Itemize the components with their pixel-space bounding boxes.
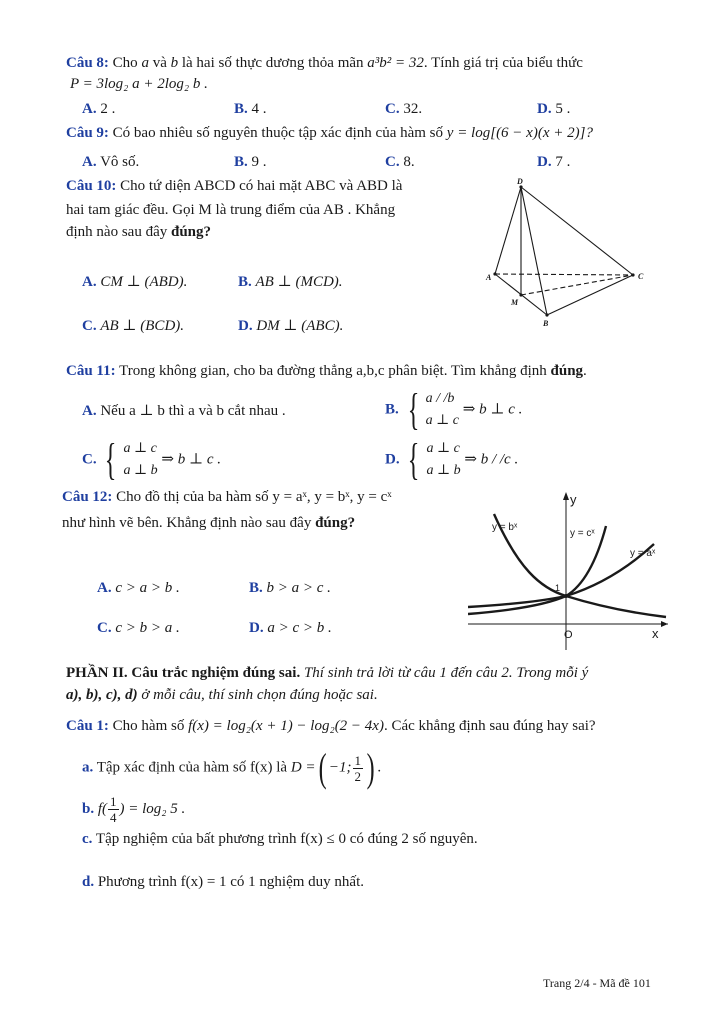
- p2q1-label: Câu 1:: [66, 718, 109, 734]
- q9-option-d: D. 7 .: [537, 154, 571, 170]
- p2q1-item-a: a. Tập xác định của hàm số f(x) là D =( −1; $\frac{1}{2}$ ) .: [82, 745, 382, 790]
- tetrahedron-figure: [480, 176, 650, 328]
- q9-option-c: C. 8.: [385, 154, 415, 170]
- q8-text-ask: . Tính giá trị của biểu thức: [423, 55, 583, 71]
- page-footer: Trang 2/4 - Mã đề 101: [543, 976, 651, 990]
- q10-label: Câu 10:: [66, 178, 117, 194]
- q9-option-b: B. 9 .: [234, 154, 267, 170]
- q11-option-d: D. { a ⊥ c a ⊥ b ⇒ b / /c .: [385, 435, 519, 484]
- q10-line3: định nào sau đây đúng?: [66, 224, 212, 240]
- x-axis-label: x: [652, 626, 659, 641]
- q10-option-c: C. AB ⊥ (BCD).: [82, 318, 185, 334]
- part2-heading-line2: a), b), c), d) ở mỗi câu, thí sinh chọn đúng hoặc sai.: [66, 687, 378, 703]
- q8-expression: P = 3log₂ a + 2log₂ b .: [70, 76, 208, 92]
- p2q1-line1: Câu 1: Cho hàm số f(x) = log₂(x + 1) − log₂(2 − 4x). Các khẳng định sau đúng hay sai?: [66, 718, 596, 734]
- point-one-label: 1: [555, 583, 561, 593]
- q8-option-b: B. 4 .: [234, 101, 267, 117]
- q9-line1: [66, 125, 593, 142]
- q11-label: Câu 11:: [66, 363, 116, 379]
- curve-b-label: y = bˣ: [492, 522, 518, 533]
- edge-dc: [521, 187, 633, 275]
- q8-condition: a³b² = 32: [367, 55, 424, 71]
- q8-label: Câu 8:: [66, 55, 109, 71]
- vertex-c-label: C: [638, 272, 644, 281]
- q8-option-a: A. 2 .: [82, 101, 116, 117]
- part2-instructions: Thí sinh trả lời từ câu 1 đến câu 2. Trong mỗi ý: [303, 665, 589, 681]
- q9-text: Có bao nhiêu số nguyên thuộc tập xác định của hàm số: [112, 125, 444, 141]
- edge-db: [521, 187, 547, 315]
- vertex-m-label: M: [511, 298, 519, 307]
- part2-title: PHẦN II. Câu trắc nghiệm đúng sai.: [66, 665, 301, 681]
- q10-line2: hai tam giác đều. Gọi M là trung điểm của AB . Khẳng: [66, 202, 396, 218]
- q8-option-c: C. 32.: [385, 101, 423, 117]
- q11-option-a: A. Nếu a ⊥ b thì a và b cắt nhau .: [82, 403, 286, 419]
- q10-line1: Câu 10: Cho tứ diện ABCD có hai mặt ABC và ABD là: [66, 178, 403, 194]
- q8-text: Cho: [112, 55, 138, 71]
- p2q1-item-b: b. f( $\frac{1}{4}$ ) = log₂ 5 .: [82, 794, 186, 825]
- q8-text-and: và: [152, 55, 167, 71]
- q12-option-d: D. a > c > b .: [249, 620, 332, 636]
- q12-option-a: A. c > a > b .: [97, 580, 180, 596]
- q11-line1: Câu 11: Trong không gian, cho ba đường thẳng a,b,c phân biệt. Tìm khẳng định đúng.: [66, 363, 587, 379]
- edge-mc-hidden: [521, 275, 633, 295]
- curve-a-label: y = aˣ: [630, 548, 656, 559]
- vertex-b-label: B: [543, 319, 549, 328]
- q12-line2: như hình vẽ bên. Khẳng định nào sau đây đúng?: [62, 515, 356, 531]
- q12-option-b: B. b > a > c .: [249, 580, 331, 596]
- q10-option-b: B. AB ⊥ (MCD).: [238, 274, 343, 290]
- q10-option-a: A. CM ⊥ (ABD).: [82, 274, 188, 290]
- edge-ac-hidden: [495, 274, 633, 275]
- p2q1-function: f(x) = log₂(x + 1) − log₂(2 − 4x): [188, 718, 384, 734]
- part2-heading-line1: [66, 665, 588, 682]
- q8-line1: Câu 8: Cho a và b là hai số thực dương thỏa mãn a³b² = 32. Tính giá trị của biểu thức: [66, 55, 583, 71]
- q8-text-cond: là hai số thực dương thỏa mãn: [181, 55, 364, 71]
- q11-option-b: B. { a / /b a ⊥ c ⇒ b ⊥ c .: [385, 385, 523, 434]
- q12-line1: Câu 12: Cho đồ thị của ba hàm số y = aˣ, y = bˣ, y = cˣ: [62, 489, 392, 505]
- curve-a: [468, 544, 654, 607]
- q9-label: Câu 9:: [66, 125, 109, 141]
- origin-label: O: [564, 629, 573, 641]
- q9-option-a: A. Vô số.: [82, 154, 140, 170]
- q11-option-c: C. { a ⊥ c a ⊥ b ⇒ b ⊥ c .: [82, 435, 221, 484]
- exponential-graph: [468, 486, 674, 654]
- y-axis-label: y: [570, 492, 577, 507]
- edge-bc: [547, 275, 633, 315]
- q12-option-c: C. c > b > a .: [97, 620, 180, 636]
- q9-function: y = log[(6 − x)(x + 2)]?: [446, 125, 593, 141]
- q12-label: Câu 12:: [62, 489, 113, 505]
- p2q1-item-d: d. Phương trình f(x) = 1 có 1 nghiệm duy nhất.: [82, 874, 364, 890]
- vertex-d-label: D: [517, 177, 523, 186]
- edge-da: [495, 187, 521, 274]
- q10-option-d: D. DM ⊥ (ABC).: [238, 318, 344, 334]
- p2q1-item-c: c. Tập nghiệm của bất phương trình f(x) ≤ 0 có đúng 2 số nguyên.: [82, 831, 478, 847]
- vertex-a-label: A: [486, 273, 492, 282]
- curve-c-label: y = cˣ: [570, 528, 595, 539]
- q8-option-d: D. 5 .: [537, 101, 571, 117]
